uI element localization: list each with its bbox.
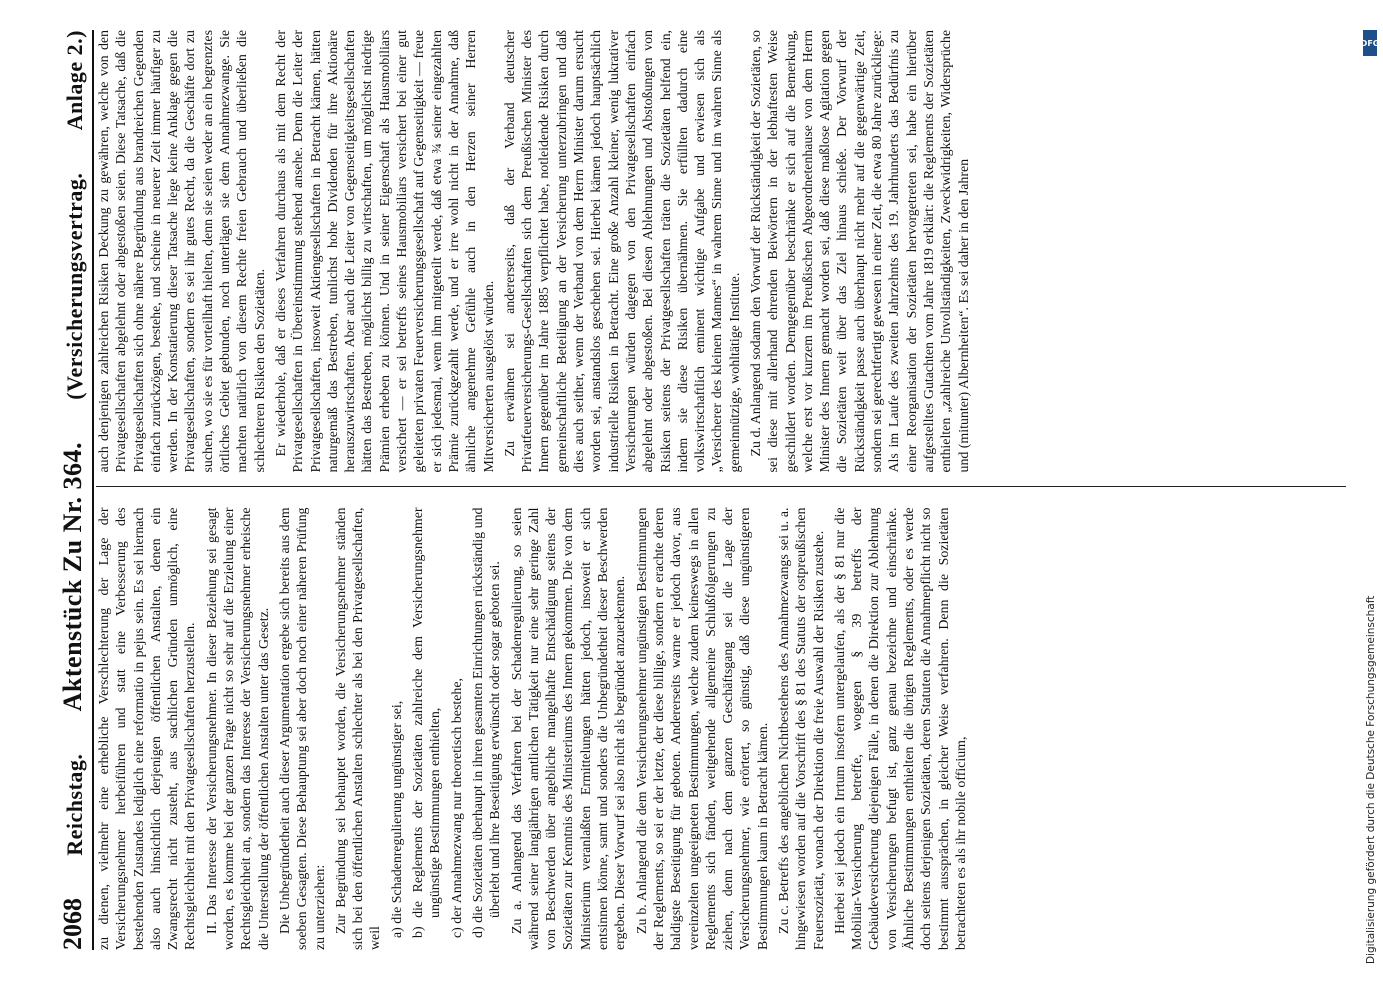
left-column (96, 508, 1346, 951)
text-columns (96, 30, 1346, 950)
paragraph: Zu d. Anlangend sodann den Vorwurf der Rückständigkeit der Sozietäten, so sei diese mit allerhand ehrenden Beiwörtern in der lebhaftesten Weise geschildert worden. Demgegenüber beschränke er sich auf die Bemerkung, welche erst vor kurzem im Preußischen Abgeordnetenhause von dem Herrn Minister des Innern gemacht worden sei, daß diese maßlose Agitation gegen die Sozietäten weit über das Ziel hinaus schieße. Der Vorwurf der Rückständigkeit passe auch überhaupt nicht mehr auf die gegenwärtige Zeit, sondern sei gerechtfertigt gewesen in einer Zeit, die etwa 80 Jahre zurückliege: Als im Laufe des zweiten Jahrzehnts des 19. Jahrhunderts das Bedürfnis zu einer Reorganisation der Sozietäten hervorgetreten sei, habe ein hierüber aufgestelltes Gutachten vom Jahre 1819 erklärt: die Reglements der Sozietäten enthielten „zahlreiche Unvollständigkeiten, Zweckwidrigkeiten, Widersprüche und (mitunter) Albernheiten“. Es sei daher in den Jahren (748, 30, 972, 473)
document-title: Aktenstück Zu Nr. 364. (58, 441, 87, 712)
digitization-notice-text: Digitalisierung gefördert durch die Deutsche Forschungsgemeinschaft (1365, 595, 1377, 964)
list-item: c) der Annahmezwang nur theoretisch bestehe, (449, 678, 465, 938)
dfg-logo: DFG (1363, 30, 1377, 56)
paragraph: Er wiederhole, daß er dieses Verfahren durchaus als mit dem Recht der Privatgesellschaften in Übereinstimmung stehend ansehe. Denn die Leiter der Privatgesellschaften, insoweit Aktiengesellschaften in Betracht kämen, hätten naturgemäß das Bestreben, tunlichst hohe Dividenden für ihre Aktionäre herauszuwirtschaften. Aber auch die Leiter von Gegenseitigkeitsgesellschaften hätten das Bestreben, möglichst billig zu wirtschaften, um möglichst niedrige Prämien erheben zu können. Und in seiner Eigenschaft als Hausmobiliars versichert — er sei betreffs seines Hausmobiliars versichert bei einer gut geleiteten privaten Feuerversicherungsgesellschaft auf Gegenseitigkeit — freue er sich jedesmal, wenn ihm mitgeteilt werde, daß etwa ¾ seiner eingezahlten Prämie zurückgezahlt werde, und er irre wohl nicht in der Annahme, daß ähnliche angenehme Gefühle auch in den Herzen seiner Herren Mitversicherten ausgelöst würden. (273, 30, 497, 473)
annex-label: Anlage 2.) (62, 30, 87, 131)
digitization-notice (1360, 30, 1380, 964)
paragraph: Hierbei sei jedoch ein Irrtum insofern untergelaufen, als der § 81 nur die Mobiliar-Versicherung betreffe, wogegen § 39 betreffs der Gebäudeversicherung diejenigen Fälle, in denen die Direktion zur Ablehnung von Versicherungen befugt ist, ganz genau bezeichne und einschränke. Ähnliche Bestimmungen enthielten die übrigen Reglements, oder es werde doch seitens derjenigen Sozietäten, deren Statuten die Annahmepflicht nicht so bestimmt aussprächen, in gleicher Weise verfahren. Denn die Sozietäten betrachteten es als ihr nobile officium, (832, 507, 969, 950)
paragraph: Zur Begründung sei behauptet worden, die Versicherungsnehmer ständen sich bei den öffentlichen Anstalten schlechter als bei den Privatgesellschaften, weil (333, 507, 384, 950)
list-item: a) die Schadenregulierung ungünstiger sei, (389, 700, 405, 938)
paragraph: Die Unbegründetheit auch dieser Argumentation ergebe sich bereits aus dem soeben Gesagten. Diese Behauptung sei aber doch noch einer näheren Prüfung zu unterziehen: (277, 507, 328, 950)
rotated-page (30, 0, 1360, 1000)
left-heading: Reichstag. (62, 753, 87, 856)
list-item: b) die Reglements der Sozietäten zahlreiche dem Versicherungsnehmer ungünstige Bestimmungen enthielten, (411, 507, 444, 938)
paragraph: Zu b. Anlangend die dem Versicherungsnehmer ungünstigen Bestimmungen der Reglements, so sei er der letzte, der diese billige, sondern er erachte deren baldigste Beseitigung für geboten. Andererseits warne er jedoch davor, aus vereinzelten ungeeigneten Bestimmungen, welche zudem keineswegs in allen Reglements sich fänden, weitgehende allgemeine Schlußfolgerungen zu ziehen, denn nach dem ganzen Geschäftsgang sei die Lage der Versicherungsnehmer, wie erörtert, so günstig, daß diese ungünstigeren Bestimmungen kaum in Betracht kämen. (634, 507, 771, 950)
list-item: d) die Sozietäten überhaupt in ihren gesamten Einrichtungen rückständig und überlebt und ihre Beseitigung erwünscht oder sogar geboten sei. (470, 507, 504, 938)
page-number: 2068 (58, 898, 87, 950)
right-column (96, 30, 1346, 488)
page-header (48, 30, 94, 950)
paragraph: Zu erwähnen sei andererseits, daß der Verband deutscher Privatfeuerversicherungs-Gesellschaften sich dem Preußischen Minister des Innern gegenüber im Jahre 1885 verpflichtet habe, notleidende Risiken durch gemeinschaftliche Beteiligung an der Versicherung unterzubringen und daß dies auch seither, wenn der Verband von dem Herrn Minister darum ersucht worden sei, anstandslos geschehen sei. Hierbei kämen jedoch hauptsächlich industrielle Risiken in Betracht. Eine große Anzahl kleiner, wenig lukrativer Versicherungen würden dagegen von den Privatgesellschaften einfach abgelehnt oder abgestoßen. Bei diesen Ablehnungen und Abstoßungen von Risiken seitens der Privatgesellschaften träten die Sozietäten helfend ein, indem sie diese Risiken übernähmen. Sie erfüllten dadurch eine volkswirtschaftlich eminent wichtige Aufgabe und erwiesen sich als „Versicherer des kleinen Mannes“ in wahrem Sinne und im wahren Sinne als gemeinnützige, wohltätige Institute. (502, 30, 743, 473)
subject-heading: (Versicherungsvertrag. (62, 172, 87, 400)
paragraph: II. Das Interesse der Versicherungsnehmer. In dieser Beziehung sei gesagt worden, es komme bei der ganzen Frage nicht so sehr auf die Erzielung einer Rechtsgleichheit an, sondern das Interesse der Versicherungsnehmer erheische die Unterstellung der öffentlichen Anstalten unter das Gesetz. (204, 507, 272, 950)
paragraph: Zu a. Anlangend das Verfahren bei der Schadenregulierung, so seien während seiner langjährigen amtlichen Tätigkeit nur eine sehr geringe Zahl von Beschwerden über angebliche mangelhafte Entschädigung seitens der Sozietäten zur Kenntnis des Ministeriums des Innern gekommen. Die von dem Ministerium veranlaßten Ermittelungen hätten jedoch, insoweit er sich entsinnen könne, samt und sonders die Unbegründetheit dieser Beschwerden ergeben. Dieser Vorwurf sei also nicht als begründet anzuerkennen. (509, 507, 629, 950)
paragraph: zu dienen, vielmehr eine erhebliche Verschlechterung der Lage der Versicherungsnehmer herbeiführen und statt eine Verbesserung des bestehenden Zustandes lediglich eine reformatio in pejus sein. Es sei hiernach also auch hinsichtlich derjenigen öffentlichen Anstalten, denen ein Zwangsrecht nicht zusteht, aus sachlichen Gründen unmöglich, eine Rechtsgleichheit mit den Privatgesellschaften herzustellen. (97, 507, 199, 950)
paragraph: Zu c. Betreffs des angeblichen Nichtbestehens des Annahmezwangs sei u. a. hingewiesen worden auf die Vorschrift des § 81 des Statuts der ostpreußischen Feuersozietät, wonach der Direktion die freie Auswahl der Risiken zustehe. (776, 507, 827, 950)
paragraph: auch denjenigen zahlreichen Risiken Deckung zu gewähren, welche von den Privatgesellschaften abgelehnt oder abgestoßen seien. Diese Tatsache, daß die Privatgesellschaften sich ohne nähere Begründung aus brandreichen Gegenden einfach zurückzögen, bestehe, und scheine in neuerer Zeit immer häufiger zu werden. In der Konstatierung dieser Tatsache liege keine Anklage gegen die Privatgesellschaften, sondern es sei ihr gutes Recht, da die Geschäfte dort zu suchen, wo sie es für vorteilhaft hielten, denn sie seien weder an ein begrenztes örtliches Gebiet gebunden, noch unterlägen sie dem Annahmezwange. Sie machten natürlich von diesem Rechte freien Gebrauch und überließen die schlechteren Risiken den Sozietäten. (97, 30, 268, 473)
